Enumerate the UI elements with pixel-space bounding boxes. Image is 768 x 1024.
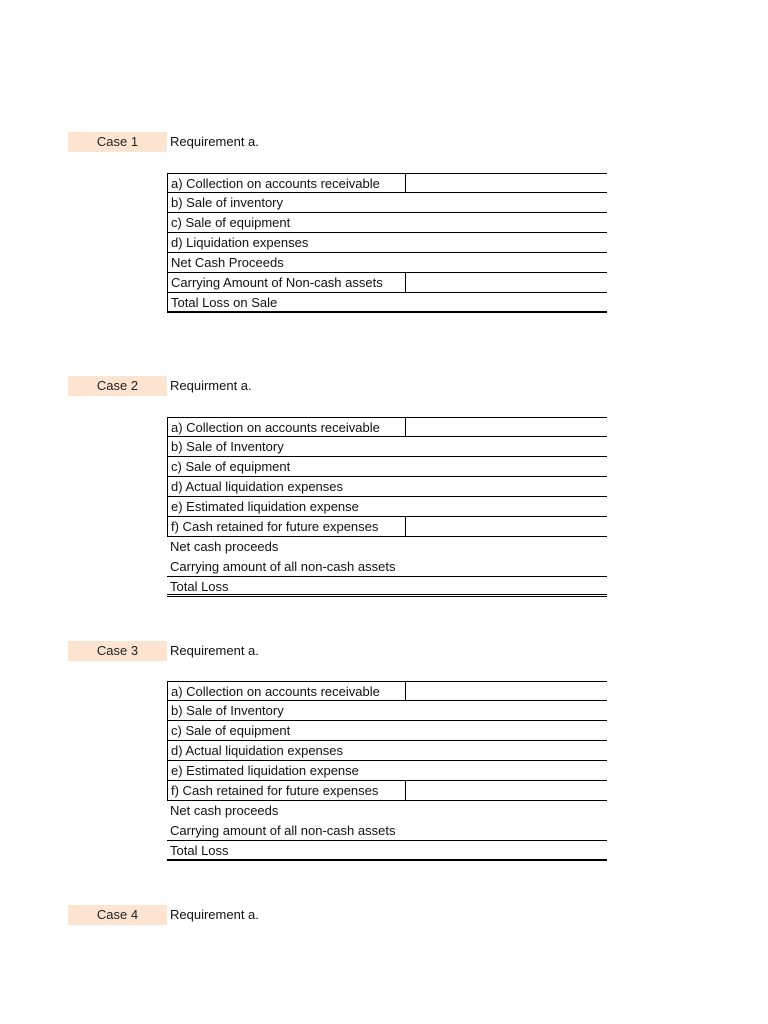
table-row	[167, 293, 607, 313]
row-label: e) Estimated liquidation expense	[171, 763, 359, 778]
case-3-requirement: Requirement a.	[170, 643, 259, 658]
table-row	[167, 537, 607, 557]
table-row	[167, 233, 607, 253]
table-row	[167, 801, 607, 821]
row-label: c) Sale of equipment	[171, 723, 291, 738]
row-label: a) Collection on accounts receivable	[171, 420, 380, 435]
row-label: Carrying amount of all non-cash assets	[170, 559, 396, 574]
table-row	[167, 477, 607, 497]
table-row	[167, 457, 607, 477]
row-label: a) Collection on accounts receivable	[171, 684, 380, 699]
case-1-table	[167, 173, 607, 313]
table-row	[167, 721, 607, 741]
row-label: e) Estimated liquidation expense	[171, 499, 359, 514]
table-row	[167, 193, 607, 213]
value-cell[interactable]	[405, 174, 608, 193]
table-row	[167, 841, 607, 861]
row-label: c) Sale of equipment	[171, 215, 291, 230]
row-label: Net cash proceeds	[170, 803, 279, 818]
row-label: Net Cash Proceeds	[171, 255, 284, 270]
table-row	[167, 253, 607, 273]
row-label: Carrying Amount of Non-cash assets	[171, 275, 383, 290]
case-4-requirement: Requirement a.	[170, 907, 259, 922]
case-4-label: Case 4	[68, 905, 167, 925]
row-label: Carrying amount of all non-cash assets	[170, 823, 396, 838]
case-2-requirement: Requirment a.	[170, 378, 252, 393]
value-cell[interactable]	[405, 273, 608, 292]
row-label: b) Sale of inventory	[171, 195, 284, 210]
case-1-requirement: Requirement a.	[170, 134, 259, 149]
row-label: Total Loss on Sale	[171, 295, 278, 310]
table-row	[167, 741, 607, 761]
table-row	[167, 821, 607, 841]
case-1-label: Case 1	[68, 132, 167, 152]
row-label: b) Sale of Inventory	[171, 703, 284, 718]
case-3-table	[167, 681, 607, 861]
table-row	[167, 681, 607, 701]
table-row	[167, 781, 607, 801]
table-row	[167, 273, 607, 293]
table-row	[167, 417, 607, 437]
row-label: a) Collection on accounts receivable	[171, 176, 380, 191]
case-3-label: Case 3	[68, 641, 167, 661]
table-row	[167, 437, 607, 457]
row-label: d) Actual liquidation expenses	[171, 743, 344, 758]
table-row	[167, 557, 607, 577]
table-row	[167, 701, 607, 721]
row-label: d) Liquidation expenses	[171, 235, 309, 250]
table-row	[167, 577, 607, 597]
row-label: Total Loss	[170, 579, 229, 594]
value-cell[interactable]	[405, 682, 608, 701]
value-cell[interactable]	[405, 418, 608, 437]
table-row	[167, 213, 607, 233]
row-label: f) Cash retained for future expenses	[171, 519, 379, 534]
table-row	[167, 497, 607, 517]
case-2-table	[167, 417, 607, 597]
value-cell[interactable]	[405, 517, 608, 536]
table-row	[167, 173, 607, 193]
table-row	[167, 517, 607, 537]
row-label: d) Actual liquidation expenses	[171, 479, 344, 494]
row-label: b) Sale of Inventory	[171, 439, 284, 454]
row-label: f) Cash retained for future expenses	[171, 783, 379, 798]
case-2-label: Case 2	[68, 376, 167, 396]
row-label: c) Sale of equipment	[171, 459, 291, 474]
row-label: Total Loss	[170, 843, 229, 858]
table-row	[167, 761, 607, 781]
value-cell[interactable]	[405, 781, 608, 800]
row-label: Net cash proceeds	[170, 539, 279, 554]
